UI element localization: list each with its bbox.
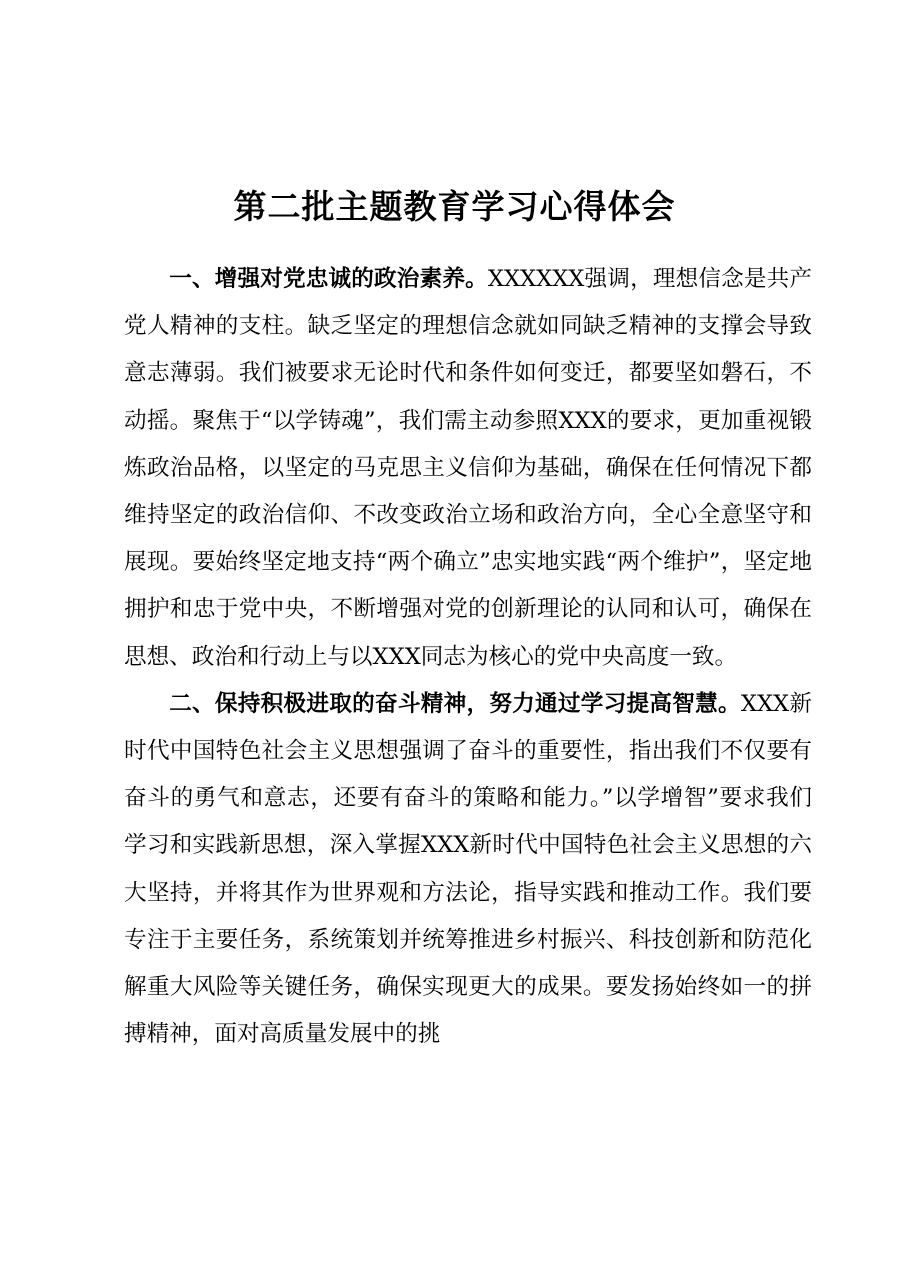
paragraph-2-text: XXX新时代中国特色社会主义思想强调了奋斗的重要性，指出我们不仅要有奋斗的勇气和意志，还要有奋斗的策略和能力。”以学增智”要求我们学习和实践新思想，深入掌握XXX新时代中国特色社会主义思想的六大坚持，并将其作为世界观和方法论，指导实践和推动工作。我们要专注于主要任务，系统策划并统筹推进乡村振兴、科技创新和防范化解重大风险等关键任务，确保实现更大的成果。要发扬始终如一的拼搏精神，面对高质量发展中的挑 (124, 690, 812, 1048)
document-body (124, 256, 812, 1058)
paragraph-2 (124, 681, 812, 1059)
document-title: 第二批主题教育学习心得体会 (233, 187, 676, 226)
paragraph-1 (124, 256, 812, 681)
paragraph-1-text: XXXXXX强调，理想信念是共产党人精神的支柱。缺乏坚定的理想信念就如同缺乏精神的支撑会导致意志薄弱。我们被要求无论时代和条件如何变迁，都要坚如磐石，不动摇。聚焦于“以学铸魂”，我们需主动参照XXX的要求，更加重视锻炼政治品格，以坚定的马克思主义信仰为基础，确保在任何情况下都维持坚定的政治信仰、不改变政治立场和政治方向，全心全意坚守和展现。要始终坚定地支持“两个确立”忠实地实践“两个维护”，坚定地拥护和忠于党中央，不断增强对党的创新理论的认同和认可，确保在思想、政治和行动上与以XXX同志为核心的党中央高度一致。 (124, 266, 813, 670)
paragraph-2-heading: 二、保持积极进取的奋斗精神，努力通过学习提高智慧。 (169, 690, 741, 717)
paragraph-1-heading: 一、增强对党忠诚的政治素养。 (169, 266, 488, 292)
